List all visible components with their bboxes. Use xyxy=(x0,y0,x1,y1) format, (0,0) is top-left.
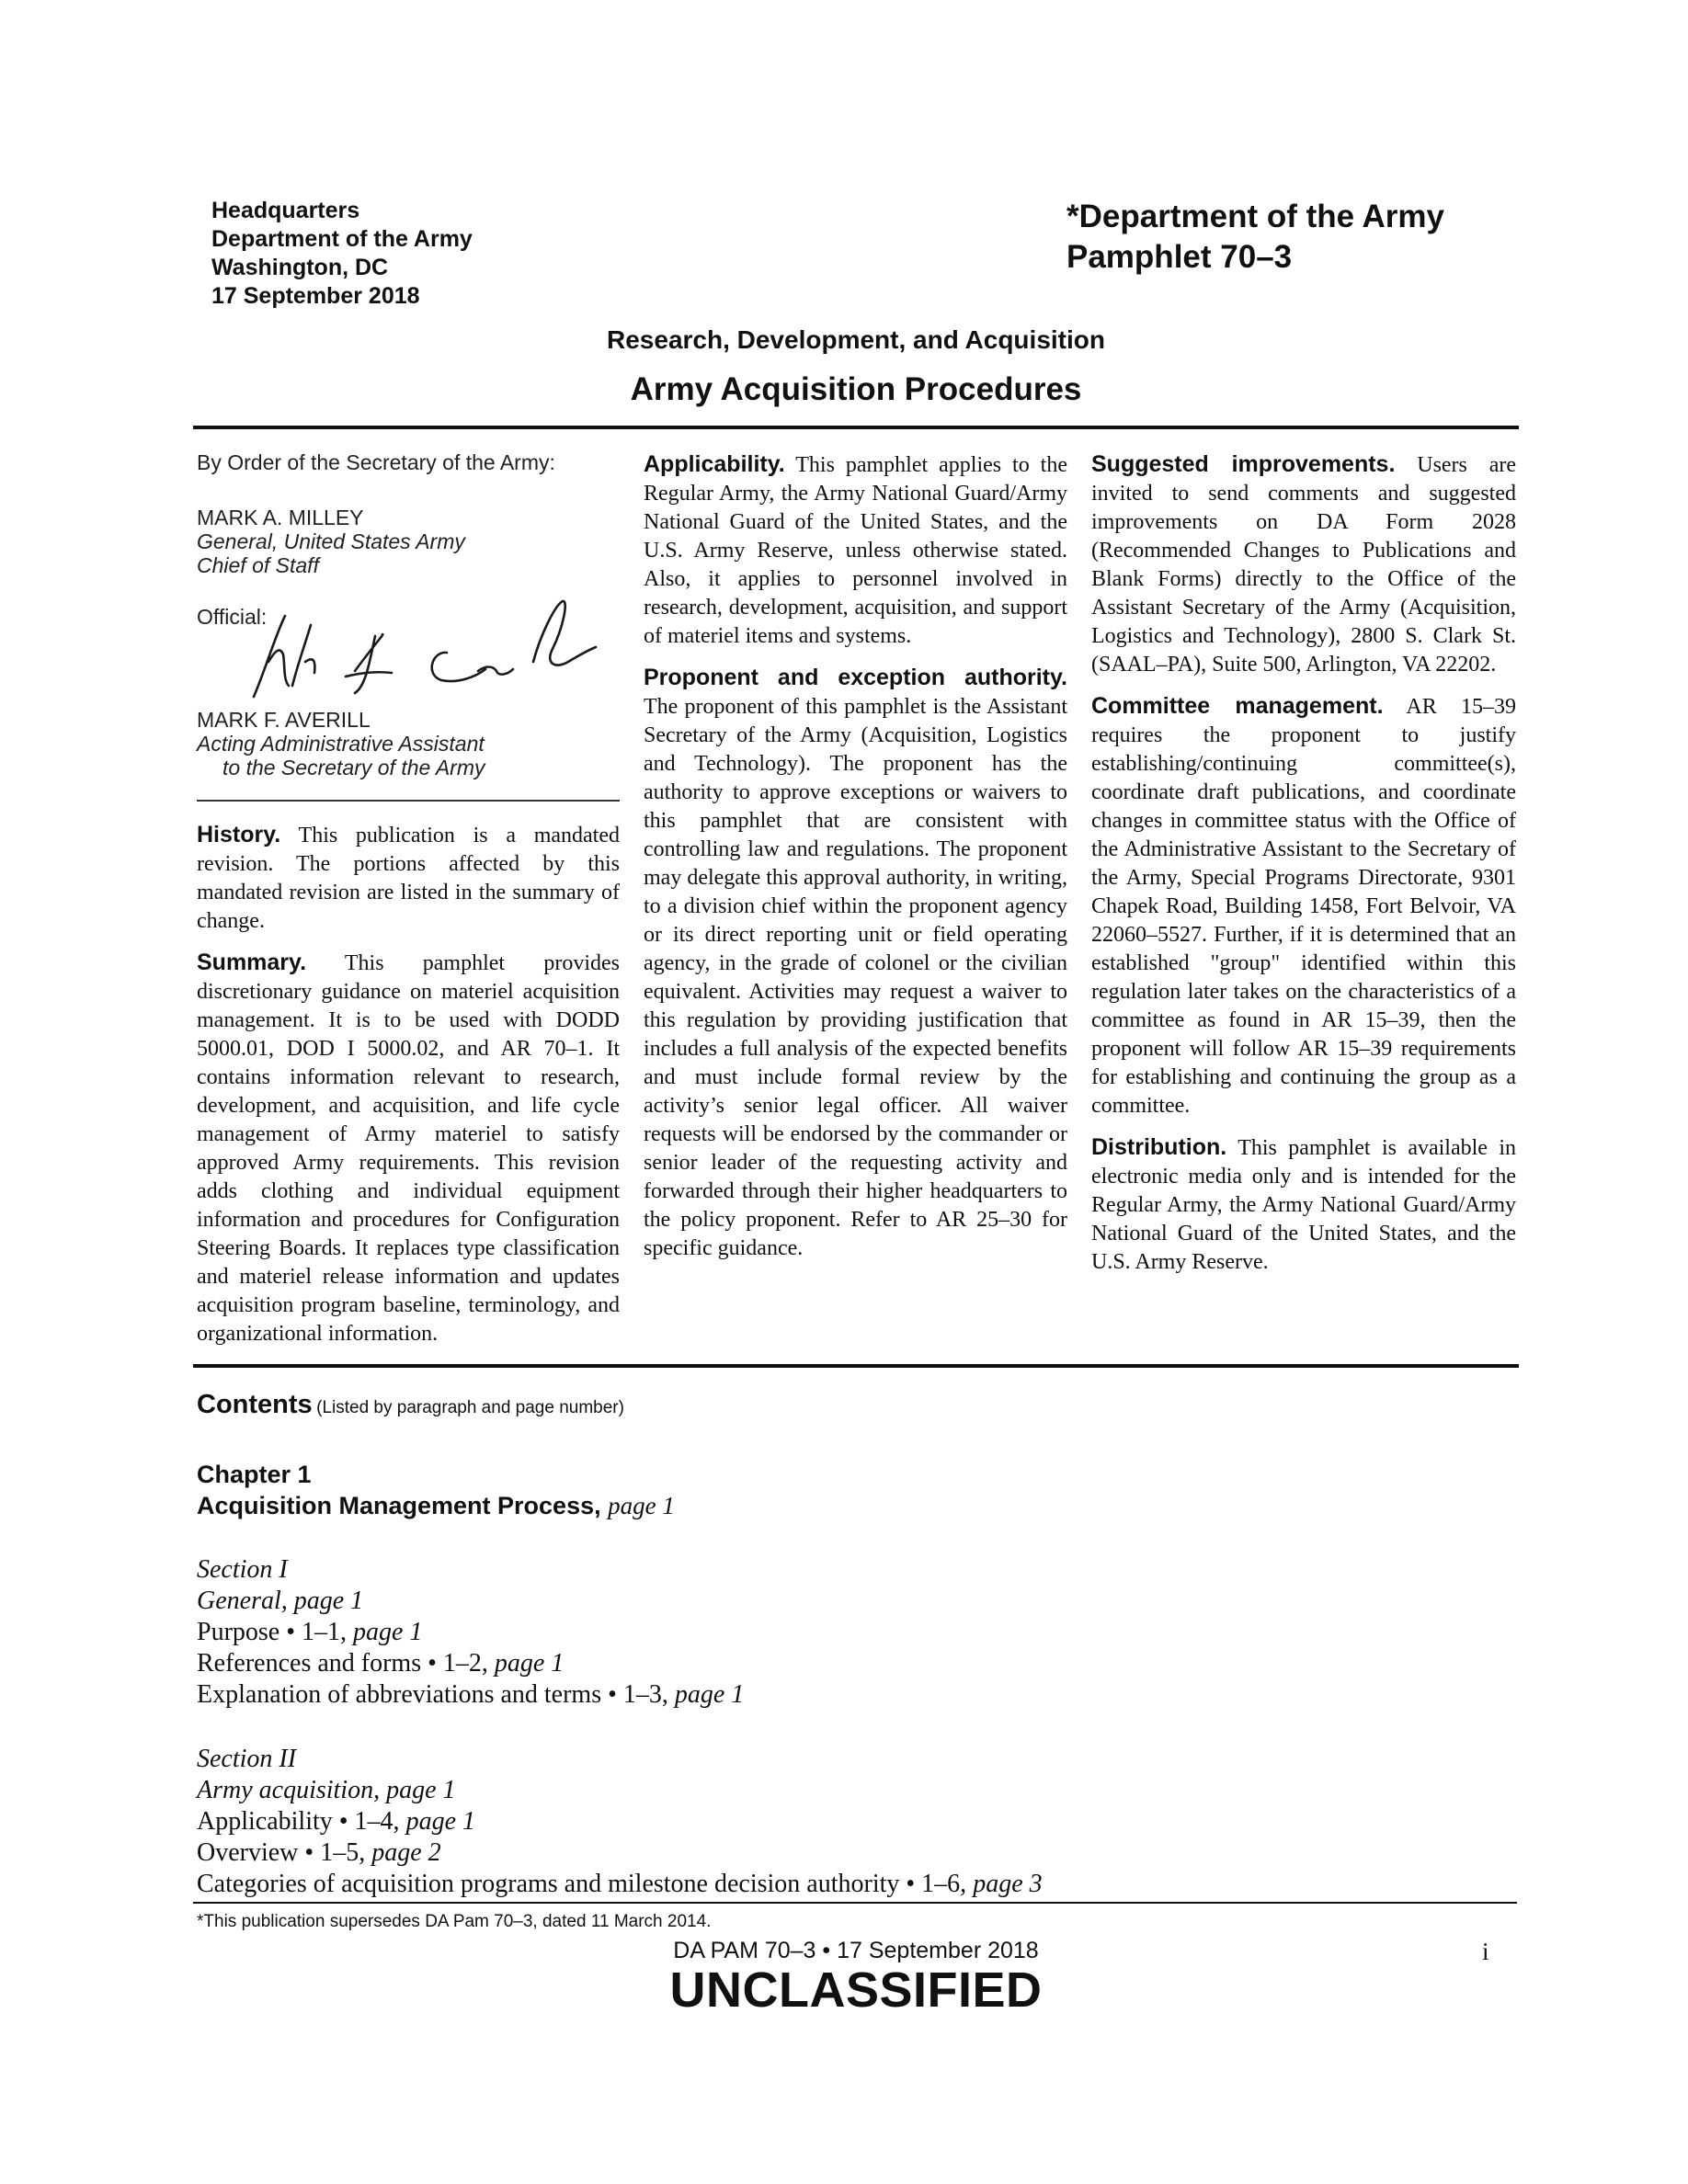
summary-heading: Summary. xyxy=(197,950,307,975)
section-label: Section II xyxy=(197,1745,297,1773)
pub-title-line: Pamphlet 70–3 xyxy=(1066,239,1293,275)
proponent-heading: Proponent and exception authority. xyxy=(644,665,1067,690)
document-title: Army Acquisition Procedures xyxy=(630,371,1082,407)
toc-item-page: page 1 xyxy=(353,1618,423,1646)
toc-item-text: Explanation of abbreviations and terms • 1–3, xyxy=(197,1680,668,1709)
classification-marking: UNCLASSIFIED xyxy=(669,1962,1043,2018)
chapter-label: Chapter 1 xyxy=(197,1461,312,1488)
toc-item[interactable] xyxy=(197,1679,1511,1711)
contents-note: (Listed by paragraph and page number) xyxy=(316,1398,624,1417)
suggested-text: Users are invited to send comments and suggested improvements on DA Form 2028 (Recommended Changes to Publications and Blank Forms) directly to the Office of the Assistant Secretary of the Army (Acquisition, Logistics and Technology), 2800 S. Clark St. (SAAL–PA), Suite 500, Arlington, VA 22202. xyxy=(1091,453,1517,677)
category-heading: Research, Development, and Acquisition xyxy=(607,325,1105,354)
toc-item-page: page 2 xyxy=(371,1838,441,1867)
issuing-org xyxy=(211,197,473,311)
signer2-name: MARK F. AVERILL xyxy=(197,708,371,732)
toc-item-text: Applicability • 1–4, xyxy=(197,1807,400,1836)
contents-heading: Contents xyxy=(197,1390,313,1419)
org-line: Department of the Army xyxy=(211,226,473,252)
toc-item[interactable] xyxy=(197,1617,1511,1648)
table-of-contents xyxy=(197,1390,1511,1900)
distribution-paragraph xyxy=(1091,1133,1516,1277)
summary-paragraph xyxy=(197,949,620,1348)
history-text: This publication is a mandated revision. The portions affected by this mandated revision are listed in the summary of change. xyxy=(197,824,620,933)
committee-heading: Committee management. xyxy=(1091,693,1384,719)
signer1-title: General, United States Army xyxy=(197,529,465,553)
toc-item-text: Overview • 1–5, xyxy=(197,1838,366,1867)
committee-paragraph xyxy=(1091,692,1516,1120)
committee-text: AR 15–39 requires the proponent to justify establishing/continuing committee(s), coordinate draft publications, and coordinate changes in committee status with the Office of the Administrative Assistant to the Secretary of the Army, Special Programs Directorate, 9301 Chapek Road, Building 1458, Fort Belvoir, VA 22060–5527. Further, if it is determined that an established "group" identified within this regulation later takes on the characteristics of a committee as found in AR 15–39, then the proponent will follow AR 15–39 requirements for establishing and continuing the group as a committee. xyxy=(1091,695,1516,1118)
column-middle xyxy=(644,450,1067,1276)
column-left xyxy=(197,821,620,1361)
applicability-text: This pamphlet applies to the Regular Army, the Army National Guard/Army National Guard of the United States, and the U.S. Army Reserve, unless otherwise stated. Also, it applies to personnel involved in research, development, acquisition, and support of materiel items and systems. xyxy=(644,453,1067,648)
applicability-paragraph xyxy=(644,450,1067,651)
proponent-text: The proponent of this pamphlet is the Assistant Secretary of the Army (Acquisition, Logistics and Technology). The proponent has the authority to approve exceptions or waivers to this pamphlet that are consistent with controlling law and regulations. The proponent may delegate this approval authority, in writing, to a division chief within the proponent agency or its direct reporting unit or field operating agency, in the grade of colonel or the civilian equivalent. Activities may request a waiver to this regulation by providing justification that includes a full analysis of the expected benefits and must include formal review by the activity’s senior legal officer. All waiver requests will be endorsed by the commander or senior leader of the requesting activity and forwarded through their higher headquarters to the policy proponent. Refer to AR 25–30 for specific guidance. xyxy=(644,695,1067,1260)
toc-item-page: page 1 xyxy=(494,1649,565,1678)
section-label: Section I xyxy=(197,1555,288,1584)
contents-title xyxy=(197,1390,1511,1420)
by-order-line: By Order of the Secretary of the Army: xyxy=(197,450,555,474)
toc-item[interactable] xyxy=(197,1869,1511,1900)
summary-text: This pamphlet provides discretionary guidance on materiel acquisition management. It is to be used with DODD 5000.01, DOD I 5000.02, and AR 70–1. It contains information relevant to research, development, and acquisition, and life cycle management of Army materiel to satisfy approved Army requirements. This revision adds clothing and individual equipment information and procedures for Configuration Steering Boards. It replaces type classification and materiel release information and updates acquisition program baseline, terminology, and organizational information. xyxy=(197,951,620,1346)
signer1-title: Chief of Staff xyxy=(197,553,319,577)
page-number: i xyxy=(1482,1938,1489,1965)
toc-item-page: page 1 xyxy=(674,1680,745,1709)
chapter-entry xyxy=(197,1459,1511,1521)
column-right xyxy=(1091,450,1516,1290)
history-heading: History. xyxy=(197,822,281,847)
official-label: Official: xyxy=(197,605,268,629)
toc-item[interactable] xyxy=(197,1837,1511,1869)
supersession-footnote: *This publication supersedes DA Pam 70–3, dated 11 March 2014. xyxy=(197,1912,712,1931)
suggested-paragraph xyxy=(1091,450,1516,679)
signer1-name: MARK A. MILLEY xyxy=(197,506,364,529)
distribution-heading: Distribution. xyxy=(1091,1134,1227,1160)
suggested-heading: Suggested improvements. xyxy=(1091,451,1396,477)
chapter-title: Acquisition Management Process, xyxy=(197,1492,601,1519)
toc-section xyxy=(197,1744,1511,1900)
body-divider xyxy=(193,1364,1519,1368)
toc-item-text: Categories of acquisition programs and milestone decision authority • 1–6, xyxy=(197,1870,967,1898)
publication-date: 17 September 2018 xyxy=(211,283,420,309)
signer2-title: Acting Administrative Assistant xyxy=(197,732,485,756)
chapter-page-link[interactable]: page 1 xyxy=(608,1492,675,1519)
publication-line: DA PAM 70–3 • 17 September 2018 xyxy=(673,1938,1039,1963)
publication-title xyxy=(1066,197,1444,278)
toc-item-page: page 1 xyxy=(405,1807,475,1836)
toc-item-text: References and forms • 1–2, xyxy=(197,1649,488,1678)
section-title: General, page 1 xyxy=(197,1587,364,1615)
handwritten-signature xyxy=(237,597,605,708)
distribution-text: This pamphlet is available in electronic media only and is intended for the Regular Army, the Army National Guard/Army National Guard of the United States, and the U.S. Army Reserve. xyxy=(1091,1136,1517,1274)
toc-item[interactable] xyxy=(197,1806,1511,1837)
proponent-paragraph xyxy=(644,664,1067,1263)
signature-divider xyxy=(197,800,620,802)
header-divider xyxy=(193,426,1519,429)
toc-section xyxy=(197,1554,1511,1711)
section-title: Army acquisition, page 1 xyxy=(197,1776,456,1804)
history-paragraph xyxy=(197,821,620,936)
org-line: Headquarters xyxy=(211,198,360,223)
applicability-heading: Applicability. xyxy=(644,451,785,477)
signer2-title: to the Secretary of the Army xyxy=(222,756,485,779)
org-line: Washington, DC xyxy=(211,255,389,280)
footer-divider xyxy=(193,1902,1517,1904)
toc-item-page: page 3 xyxy=(973,1870,1043,1898)
toc-item-text: Purpose • 1–1, xyxy=(197,1618,348,1646)
pub-title-line: *Department of the Army xyxy=(1066,199,1444,234)
toc-item[interactable] xyxy=(197,1648,1511,1679)
